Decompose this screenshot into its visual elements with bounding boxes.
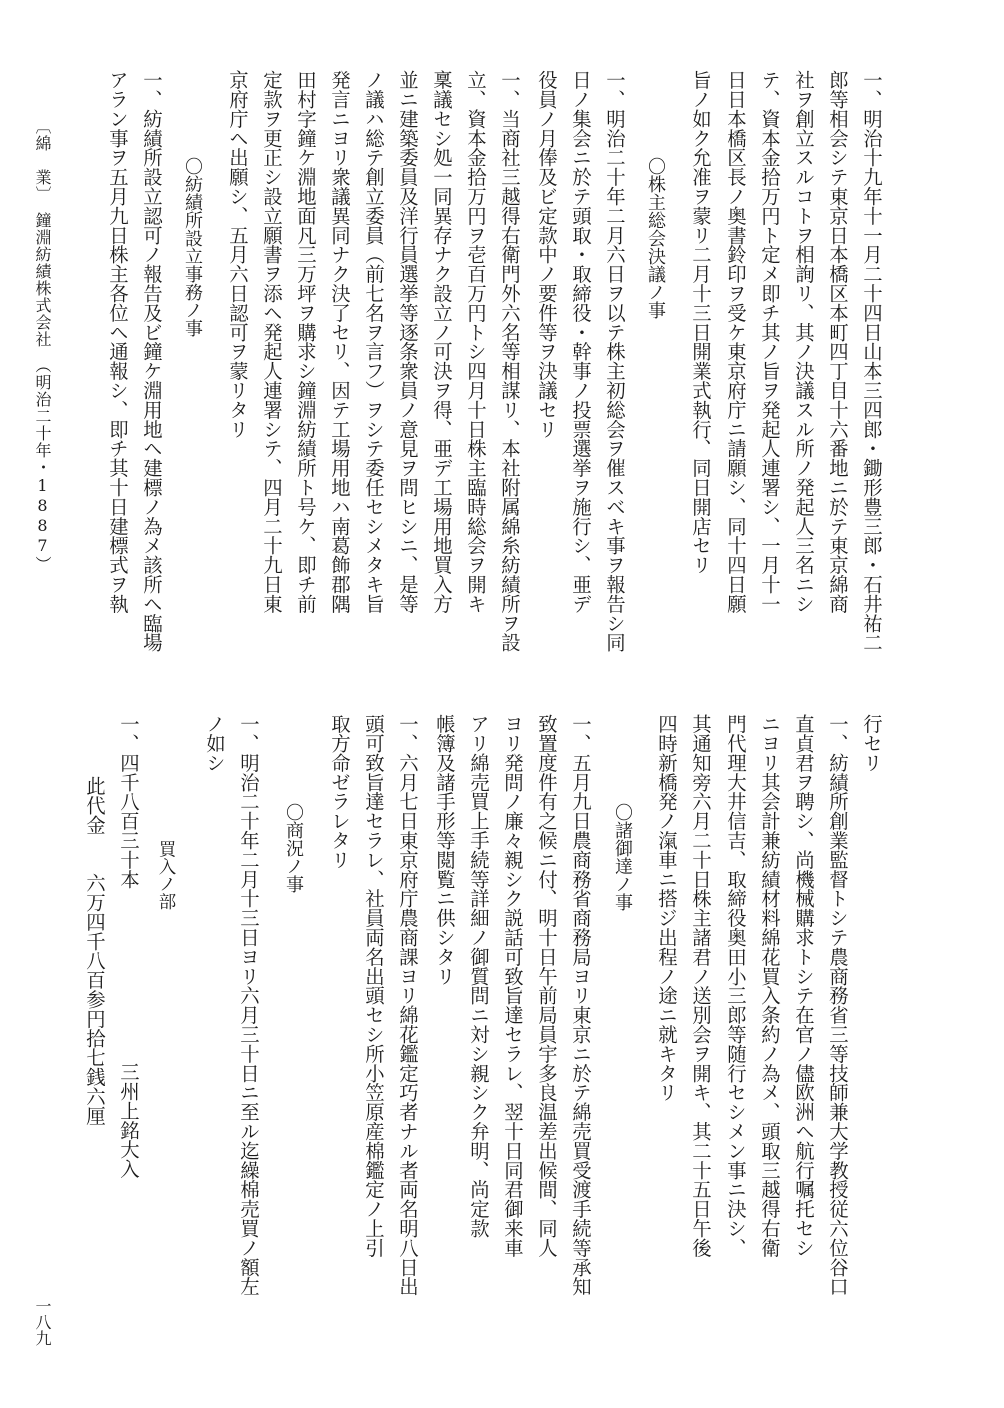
text-column: 郎等相会シテ東京日本橋区本町四丁目十六番地ニ於テ東京綿商 (826, 70, 849, 614)
text-column: アラン事ヲ五月九日株主各位ヘ通報シ、即チ其十日建標式ヲ執 (106, 70, 129, 614)
text-column: ノ議ハ総テ創立委員（前七名ヲ言フ）ヲシテ委任セシメタキ旨 (362, 70, 385, 614)
text-column: 立、資本金拾万円ヲ壱百万円トシ四月十日株主臨時総会ヲ開キ (464, 70, 487, 614)
text-column: 門代理大井信吉、取締役奥田小三郎等随行セシメン事ニ決シ、 (724, 714, 747, 1258)
section-heading: 〇商況ノ事 (283, 803, 304, 893)
running-footer: 〔綿 業〕 鐘淵紡績株式会社 （明治二十年・1887） (33, 118, 52, 573)
text-column: 田村字鐘ケ淵地面凡三万坪ヲ購求シ鐘淵紡績所ト号ケ、即チ前 (294, 70, 317, 614)
text-column: 直貞君ヲ聘シ、尚機械購求トシテ在官ノ儘欧洲ヘ航行嘱托セシ (792, 714, 815, 1258)
text-column: 日ノ集会ニ於テ頭取・取締役・幹事ノ投票選挙ヲ施行シ、亜デ (569, 70, 592, 614)
text-column: 頭可致旨達セラレ、社員両名出頭セシ所小笠原産棉鑑定ノ上引 (362, 714, 385, 1258)
text-column: 一、六月七日東京府庁農商課ヨリ綿花鑑定巧者ナル者両名明八日出 (396, 714, 419, 1296)
text-column: 京府庁ヘ出願シ、五月六日認可ヲ蒙リタリ (226, 70, 249, 439)
text-column: 行セリ (860, 714, 883, 773)
section-heading: 〇紡績所設立事務ノ事 (182, 157, 203, 337)
text-column: テ、資本金拾万円ト定メ即チ其ノ旨ヲ発起人連署シ、一月十一 (758, 70, 781, 614)
text-column: 日日本橋区長ノ奥書鈴印ヲ受ケ東京府庁ニ請願シ、同十四日願 (724, 70, 747, 614)
text-column: 一、五月九日農商務省商務局ヨリ東京ニ於テ綿売買受渡手続等承知 (569, 714, 592, 1296)
text-column: 旨ノ如ク允准ヲ蒙リ二月十三日開業式執行、同日開店セリ (689, 70, 712, 575)
text-column: 発言ニヨリ衆議異同ナク決了セリ、因テ工場用地ハ南葛飾郡隅 (328, 70, 351, 614)
text-column: 一、明治十九年十一月二十四日山本三四郎・鋤形豊三郎・石井祐二 (860, 70, 883, 652)
text-column: 一、明治二十年二月六日ヲ以テ株主初総会ヲ催スベキ事ヲ報告シ同 (603, 70, 626, 652)
text-column: 此代金 六万四千八百参円拾七銭六厘 (83, 776, 106, 1126)
text-column: ヨリ発問ノ廉々親シク説話可致旨達セラレ、翌十日同君御来車 (501, 714, 524, 1258)
text-column: 取方命ゼラレタリ (328, 714, 351, 870)
section-heading: 〇株主総会決議ノ事 (645, 157, 666, 319)
aside-note: 三州上銘大入 (117, 1062, 140, 1179)
text-column: 帳簿及諸手形等閲覧ニ供シタリ (433, 714, 456, 986)
text-column: 其通知旁六月二十日株主諸君ノ送別会ヲ開キ、其二十五日午後 (689, 714, 712, 1258)
text-column: ニヨリ其会計兼紡績材料綿花買入条約ノ為メ、頭取三越得右衛 (758, 714, 781, 1258)
text-column: 稟議セシ処一同異存ナク設立ノ可決ヲ得、亜デ工場用地買入方 (430, 70, 453, 614)
section-heading: 〇諸御達ノ事 (612, 803, 633, 911)
text-column: 社ヲ創立スルコトヲ相詢リ、其ノ決議スル所ノ発起人三名ニシ (792, 70, 815, 614)
text-column: ノ如シ (203, 714, 226, 773)
text-column: 一、当商社三越得右衛門外六名等相謀リ、本社附属綿糸紡績所ヲ設 (498, 70, 521, 652)
subsection-heading: 買入ノ部 (156, 840, 176, 910)
text-column: 役員ノ月俸及ビ定款中ノ要件等ヲ決議セリ (535, 70, 558, 439)
text-column: アリ綿売買上手続等詳細ノ御質問ニ対シ親シク弁明、尚定款 (467, 714, 490, 1238)
text-column: 致置度件有之候ニ付、明十日午前局員宇多良温差出候間、同人 (535, 714, 558, 1258)
text-column: 一、明治二十年二月十三日ヨリ六月三十日ニ至ル迄繰棉売買ノ額左 (237, 714, 260, 1296)
text-column: 並ニ建築委員及洋行員選挙等逐条衆員ノ意見ヲ問ヒシニ、是等 (396, 70, 419, 614)
text-column: 四時新橋発ノ滊車ニ搭ジ出程ノ途ニ就キタリ (655, 714, 678, 1102)
text-column: 定款ヲ更正シ設立願書ヲ添ヘ発起人連署シテ、四月二十九日東 (260, 70, 283, 614)
text-column: 一、四千八百三十本 (117, 714, 140, 889)
text-column: 一、紡績所創業監督トシテ農商務省三等技師兼大学教授従六位谷口 (826, 714, 849, 1296)
page-number: 一八九 (33, 1298, 52, 1346)
text-column: 一、紡績所設立認可ノ報告及ビ鐘ケ淵用地ヘ建標ノ為メ該所ヘ臨場 (140, 70, 163, 652)
